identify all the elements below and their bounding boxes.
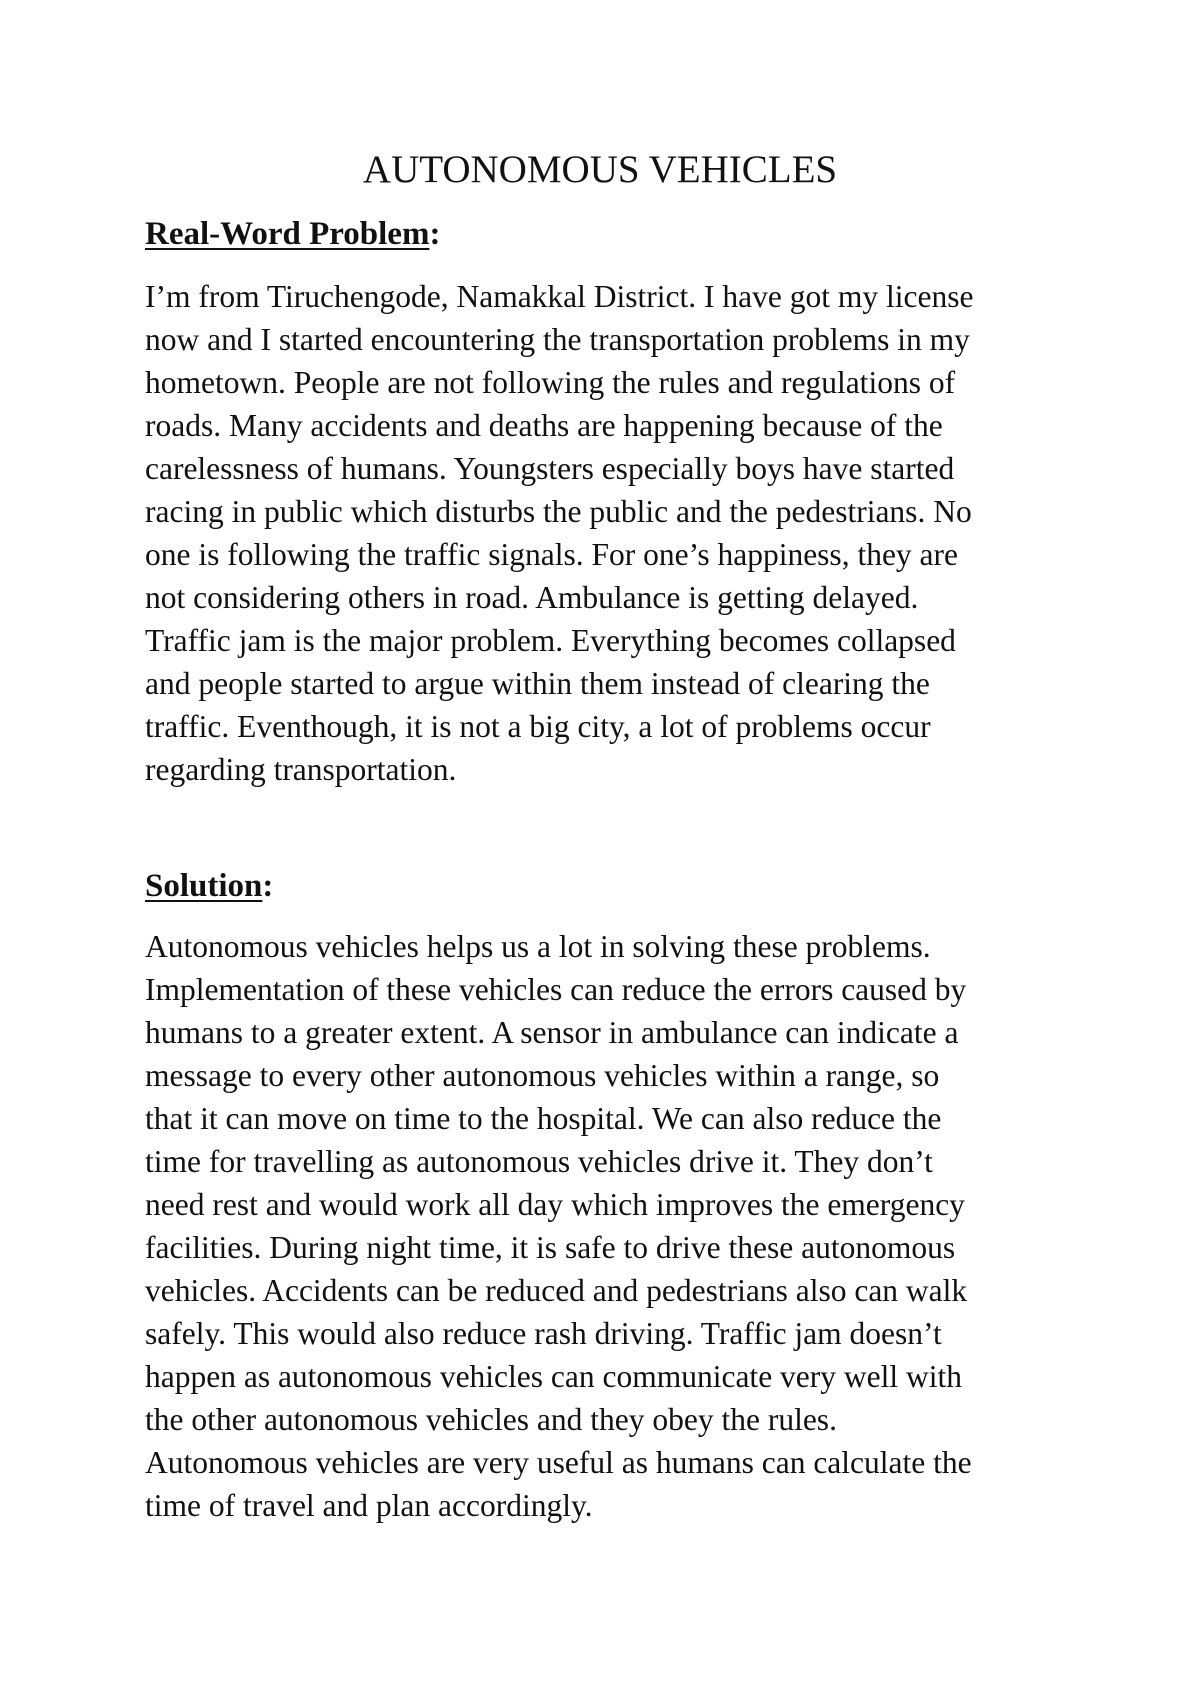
text-line: one is following the traffic signals. For one’s happiness, they are — [145, 537, 959, 572]
text-line: happen as autonomous vehicles can communicate very well with — [145, 1359, 963, 1394]
text-line: vehicles. Accidents can be reduced and pedestrians also can walk — [145, 1273, 968, 1308]
text-line: hometown. People are not following the rules and regulations of — [145, 365, 956, 400]
text-line: racing in public which disturbs the public and the pedestrians. No — [145, 494, 972, 529]
text-line: Autonomous vehicles helps us a lot in solving these problems. — [145, 929, 931, 964]
text-line: now and I started encountering the transportation problems in my — [145, 322, 970, 357]
text-line: Implementation of these vehicles can reduce the errors caused by — [145, 972, 967, 1007]
text-line: time of travel and plan accordingly. — [145, 1488, 593, 1523]
text-line: roads. Many accidents and deaths are happening because of the — [145, 408, 943, 443]
text-line: regarding transportation. — [145, 752, 457, 787]
section-heading-problem — [145, 214, 440, 254]
text-line: time for travelling as autonomous vehicles drive it. They don’t — [145, 1144, 933, 1179]
text-line: carelessness of humans. Youngsters especially boys have started — [145, 451, 955, 486]
section-heading-solution — [145, 866, 273, 906]
text-line: Autonomous vehicles are very useful as humans can calculate the — [145, 1445, 972, 1480]
text-line: I’m from Tiruchengode, Namakkal District. I have got my license — [145, 279, 974, 314]
problem-paragraph — [145, 275, 1085, 791]
text-line: message to every other autonomous vehicles within a range, so — [145, 1058, 940, 1093]
text-line: Traffic jam is the major problem. Everything becomes collapsed — [145, 623, 956, 658]
text-line: and people started to argue within them instead of clearing the — [145, 666, 930, 701]
text-line: the other autonomous vehicles and they obey the rules. — [145, 1402, 837, 1437]
text-line: safely. This would also reduce rash driving. Traffic jam doesn’t — [145, 1316, 942, 1351]
document-title: AUTONOMOUS VEHICLES — [362, 148, 838, 191]
text-line: that it can move on time to the hospital. We can also reduce the — [145, 1101, 942, 1136]
solution-paragraph — [145, 925, 1085, 1527]
section-heading-solution-text: Solution — [145, 868, 263, 904]
text-line: facilities. During night time, it is safe to drive these autonomous — [145, 1230, 956, 1265]
text-line: humans to a greater extent. A sensor in ambulance can indicate a — [145, 1015, 959, 1050]
section-heading-solution-colon: : — [262, 868, 274, 904]
text-line: not considering others in road. Ambulance is getting delayed. — [145, 580, 919, 615]
text-line: need rest and would work all day which improves the emergency — [145, 1187, 965, 1222]
text-line: traffic. Eventhough, it is not a big city, a lot of problems occur — [145, 709, 931, 744]
section-heading-problem-colon: : — [429, 216, 441, 252]
section-heading-problem-text: Real-Word Problem — [145, 216, 430, 252]
